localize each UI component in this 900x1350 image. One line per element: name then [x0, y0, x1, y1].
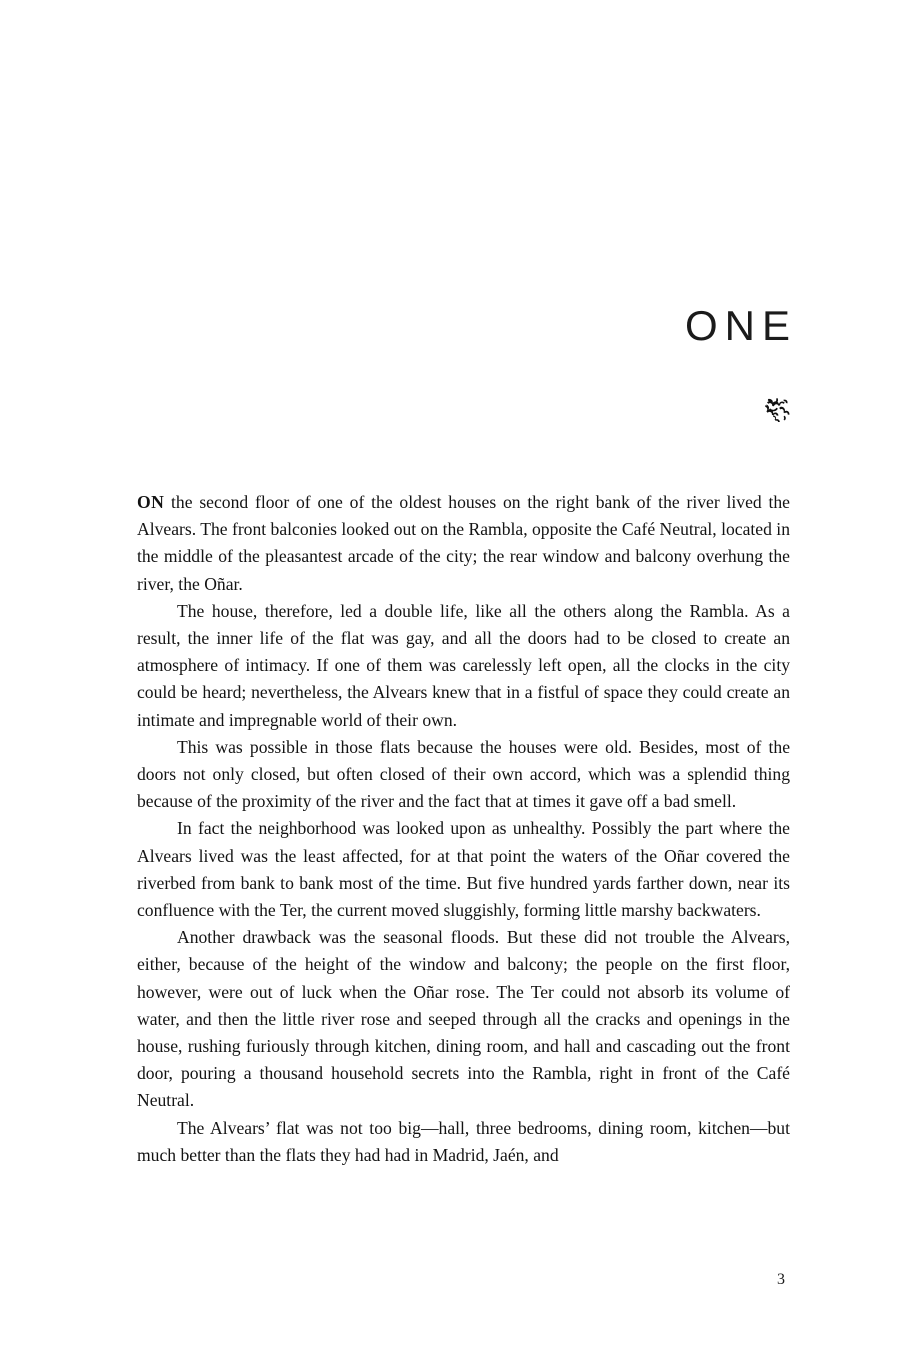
- paragraph-4: In fact the neighborhood was looked upon as unhealthy. Possibly the part where the Alvears lived was the least affected, for at that point the waters of the Oñar covered the riverbed from bank to bank most of the time. But five hundred yards farther down, near its confluence with the Ter, the current moved sluggishly, forming little marshy backwaters.: [137, 818, 790, 921]
- paragraph-6: The Alvears’ flat was not too big—hall, three bedrooms, dining room, kitchen—but much better than the flats they had had in Madrid, Jaén, and: [137, 1117, 790, 1165]
- paragraph-1: [137, 489, 790, 598]
- floral-ornament-icon: [764, 396, 790, 422]
- paragraph-5: Another drawback was the seasonal floods. But these did not trouble the Alvears, either, because of the height of the window and balcony; the people on the first floor, however, were out of luck when the Oñar rose. The Ter could not absorb its volume of water, and then the little river rose and seeped through all the cracks and openings in the house, rushing furiously through kitchen, dining room, and hall and cascading out the front door, pouring a thousand household secrets into the Rambla, right in front of the Café Neutral.: [137, 927, 790, 1111]
- paragraph-3: This was possible in those flats because the houses were old. Besides, most of the doors not only closed, but often closed of their own accord, which was a splendid thing because of the proximity of the river and the fact that at times it gave off a bad smell.: [137, 736, 790, 812]
- paragraph-2: The house, therefore, led a double life, like all the others along the Rambla. As a result, the inner life of the flat was gay, and all the doors had to be closed to create an atmosphere of intimacy. If one of them was carelessly left open, all the clocks in the city could be heard; nevertheless, the Alvears knew that in a fistful of space they could create an intimate and impregnable world of their own.: [137, 600, 790, 730]
- body-text: [137, 489, 790, 1169]
- chapter-title: ONE: [684, 302, 797, 349]
- chapter-heading: [137, 302, 797, 349]
- page-number: 3: [777, 1271, 785, 1288]
- opening-caps: ON: [137, 492, 165, 512]
- paragraph-1-text: the second floor of one of the oldest houses on the right bank of the river lived the Alvears. The front balconies looked out on the Rambla, opposite the Café Neutral, located in the middle of the pleasantest arcade of the city; the rear window and balcony overhung the river, the Oñar.: [137, 492, 790, 594]
- chapter-ornament-row: [137, 396, 790, 422]
